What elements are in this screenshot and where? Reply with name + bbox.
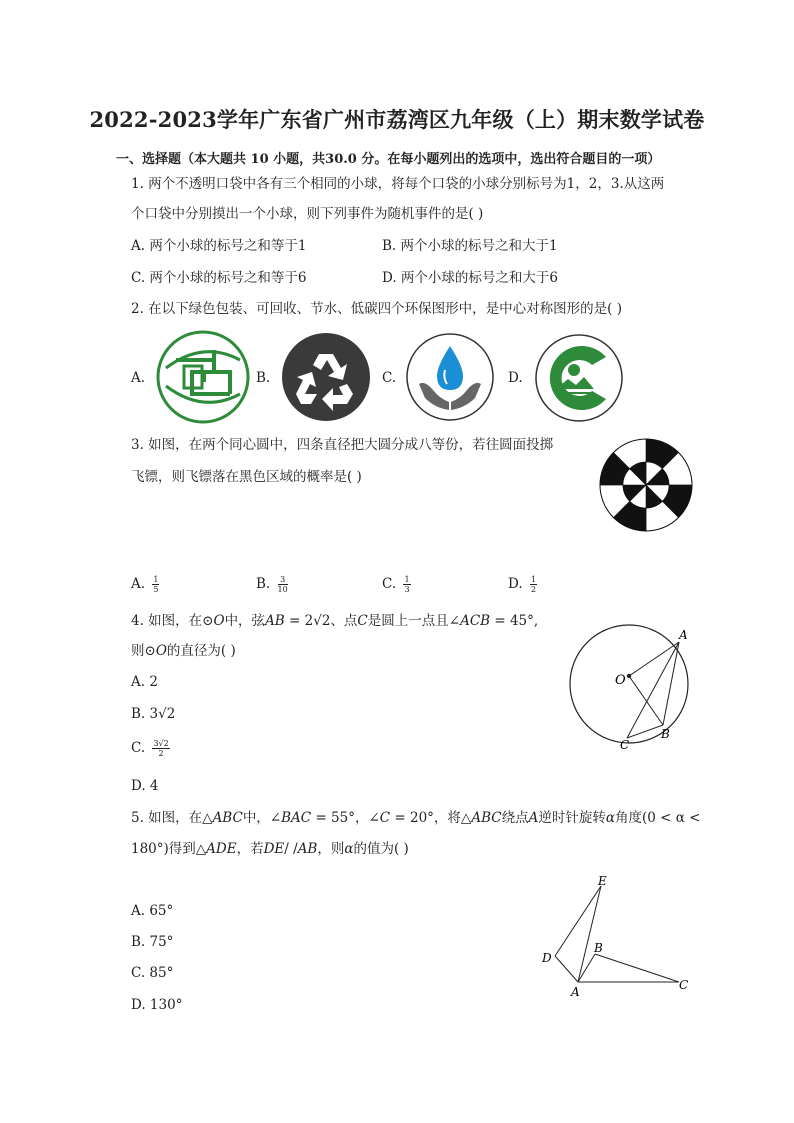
q3-option-b-num: 3 xyxy=(278,575,288,585)
low-carbon-icon xyxy=(534,333,624,423)
q5-l1g: = 20°，将△ xyxy=(390,810,472,826)
q3-option-c-den: 3 xyxy=(404,585,410,594)
q5-text-line1 xyxy=(131,808,700,828)
q4-circle-figure xyxy=(560,622,700,754)
q3-option-b xyxy=(256,574,288,594)
q3-option-a-den: 5 xyxy=(153,585,159,594)
q5-l2g: ，则 xyxy=(317,841,345,857)
page-title: 2022-2023学年广东省广州市荔湾区九年级（上）期末数学试卷 xyxy=(89,107,705,132)
q4-option-c-num: 3√2 xyxy=(153,739,169,748)
q3-option-d-fraction xyxy=(530,575,537,594)
q2-option-a-label: A. xyxy=(131,370,146,386)
q5-l1k: 逆时针旋转 xyxy=(538,810,606,826)
q4-l1h: ACB xyxy=(460,613,491,629)
q2-option-d-label: D. xyxy=(508,370,523,386)
q1-option-b: B. 两个小球的标号之和大于1 xyxy=(382,238,558,254)
q1-option-a: A. 两个小球的标号之和等于1 xyxy=(131,238,307,254)
q5-label-b: B xyxy=(594,941,603,955)
q5-option-c: C. 85° xyxy=(131,965,174,981)
q3-option-a-label: A. xyxy=(131,576,146,592)
q5-l1c: 中，∠ xyxy=(242,810,282,826)
q3-option-b-den: 10 xyxy=(277,585,288,594)
q4-option-c-den: 2 xyxy=(158,749,164,758)
q5-l1j: A xyxy=(528,810,539,826)
q5-l1a: 5. 如图，在△ xyxy=(131,810,213,826)
q4-l1e: = 2√2、点 xyxy=(284,613,358,629)
q5-l2b: ADE xyxy=(206,841,237,857)
green-packaging-icon xyxy=(156,330,250,424)
recycle-icon xyxy=(281,332,371,422)
q3-option-d-label: D. xyxy=(508,576,523,592)
q4-text-line1 xyxy=(131,611,538,631)
q5-label-e: E xyxy=(598,874,607,888)
q3-option-c-num: 1 xyxy=(404,575,410,584)
q4-l1a: 4. 如图，在⊙ xyxy=(131,613,214,629)
q4-l1b: O xyxy=(213,613,225,629)
q5-label-d: D xyxy=(542,951,552,965)
q5-l2c: ，若 xyxy=(236,841,264,857)
q3-option-d xyxy=(508,574,537,594)
q4-label-a: A xyxy=(679,628,688,642)
q4-l2c: 的直径为( ) xyxy=(166,643,236,659)
q4-option-c-label: C. xyxy=(131,740,146,756)
q3-option-b-label: B. xyxy=(256,576,271,592)
q3-option-d-num: 1 xyxy=(530,575,537,584)
q5-label-c: C xyxy=(679,978,689,992)
q4-option-d: D. 4 xyxy=(131,778,159,794)
q5-l2e: / / xyxy=(284,841,298,857)
q3-text-line1: 3. 如图，在两个同心圆中，四条直径把大圆分成八等份，若往圆面投掷 xyxy=(131,437,554,453)
q5-l1i: 绕点 xyxy=(501,810,529,826)
q5-l2i: 的值为( ) xyxy=(353,841,409,857)
q4-label-o: O xyxy=(615,673,626,688)
q4-option-a: A. 2 xyxy=(131,674,158,690)
q4-label-b: B xyxy=(661,727,670,741)
q5-option-d: D. 130° xyxy=(131,997,183,1013)
q4-option-c xyxy=(131,738,170,758)
q5-l1f: C xyxy=(379,810,391,826)
q5-l1d: BAC xyxy=(281,810,312,826)
water-saving-icon xyxy=(405,332,495,422)
q3-option-c-label: C. xyxy=(382,576,397,592)
q1-text-line1: 1. 两个不透明口袋中各有三个相同的小球，将每个口袋的小球分别标号为1，2，3.从这两 xyxy=(131,176,665,192)
q2-option-c-label: C. xyxy=(382,370,397,386)
q3-option-a xyxy=(131,574,159,594)
q5-l1l: α xyxy=(605,810,615,826)
q5-l1h: ABC xyxy=(471,810,502,826)
q5-l2a: 180°)得到△ xyxy=(131,841,207,857)
q4-l1g: 是圆上一点且∠ xyxy=(367,613,461,629)
dartboard-figure xyxy=(598,437,694,533)
section-heading: 一、选择题（本大题共 10 小题，共30.0 分。在每小题列出的选项中，选出符合题目的一项） xyxy=(116,152,661,167)
q4-l1d: AB xyxy=(265,613,285,629)
q2-text-line1: 2. 在以下绿色包装、可回收、节水、低碳四个环保图形中，是中心对称图形的是( ) xyxy=(131,301,622,317)
q1-option-d: D. 两个小球的标号之和大于6 xyxy=(382,270,559,286)
q3-option-c xyxy=(382,574,411,594)
q5-l1b: ABC xyxy=(212,810,243,826)
q4-option-c-fraction xyxy=(152,739,169,758)
q5-option-a: A. 65° xyxy=(131,903,174,919)
q5-triangle-figure xyxy=(535,870,695,1002)
q5-option-b: B. 75° xyxy=(131,934,174,950)
q4-text-line2 xyxy=(131,641,236,661)
q4-option-b: B. 3√2 xyxy=(131,706,176,722)
q5-l2f: AB xyxy=(297,841,318,857)
q2-option-b-label: B. xyxy=(256,370,271,386)
q5-l1e: = 55°，∠ xyxy=(311,810,380,826)
q3-option-a-fraction xyxy=(152,575,159,594)
q5-l2h: α xyxy=(344,841,354,857)
q5-label-a: A xyxy=(571,985,580,999)
q4-l2b: O xyxy=(155,643,167,659)
q3-option-d-den: 2 xyxy=(530,585,537,594)
q3-text-line2: 飞镖，则飞镖落在黑色区域的概率是( ) xyxy=(131,469,362,485)
q3-option-a-num: 1 xyxy=(153,575,159,584)
q1-text-line2: 个口袋中分别摸出一个小球，则下列事件为随机事件的是( ) xyxy=(131,206,484,222)
q4-label-c: C xyxy=(620,738,630,752)
q4-l2a: 则⊙ xyxy=(131,643,156,659)
q3-option-b-fraction xyxy=(278,575,288,594)
q5-l2d: DE xyxy=(263,841,285,857)
q4-l1c: 中，弦 xyxy=(224,613,266,629)
q5-l1m: 角度(0 < α < xyxy=(614,810,701,826)
q3-option-c-fraction xyxy=(403,575,410,594)
q1-option-c: C. 两个小球的标号之和等于6 xyxy=(131,270,307,286)
q5-text-line2 xyxy=(131,839,409,859)
q4-l1i: = 45°, xyxy=(490,613,539,629)
q4-l1f: C xyxy=(357,613,368,629)
